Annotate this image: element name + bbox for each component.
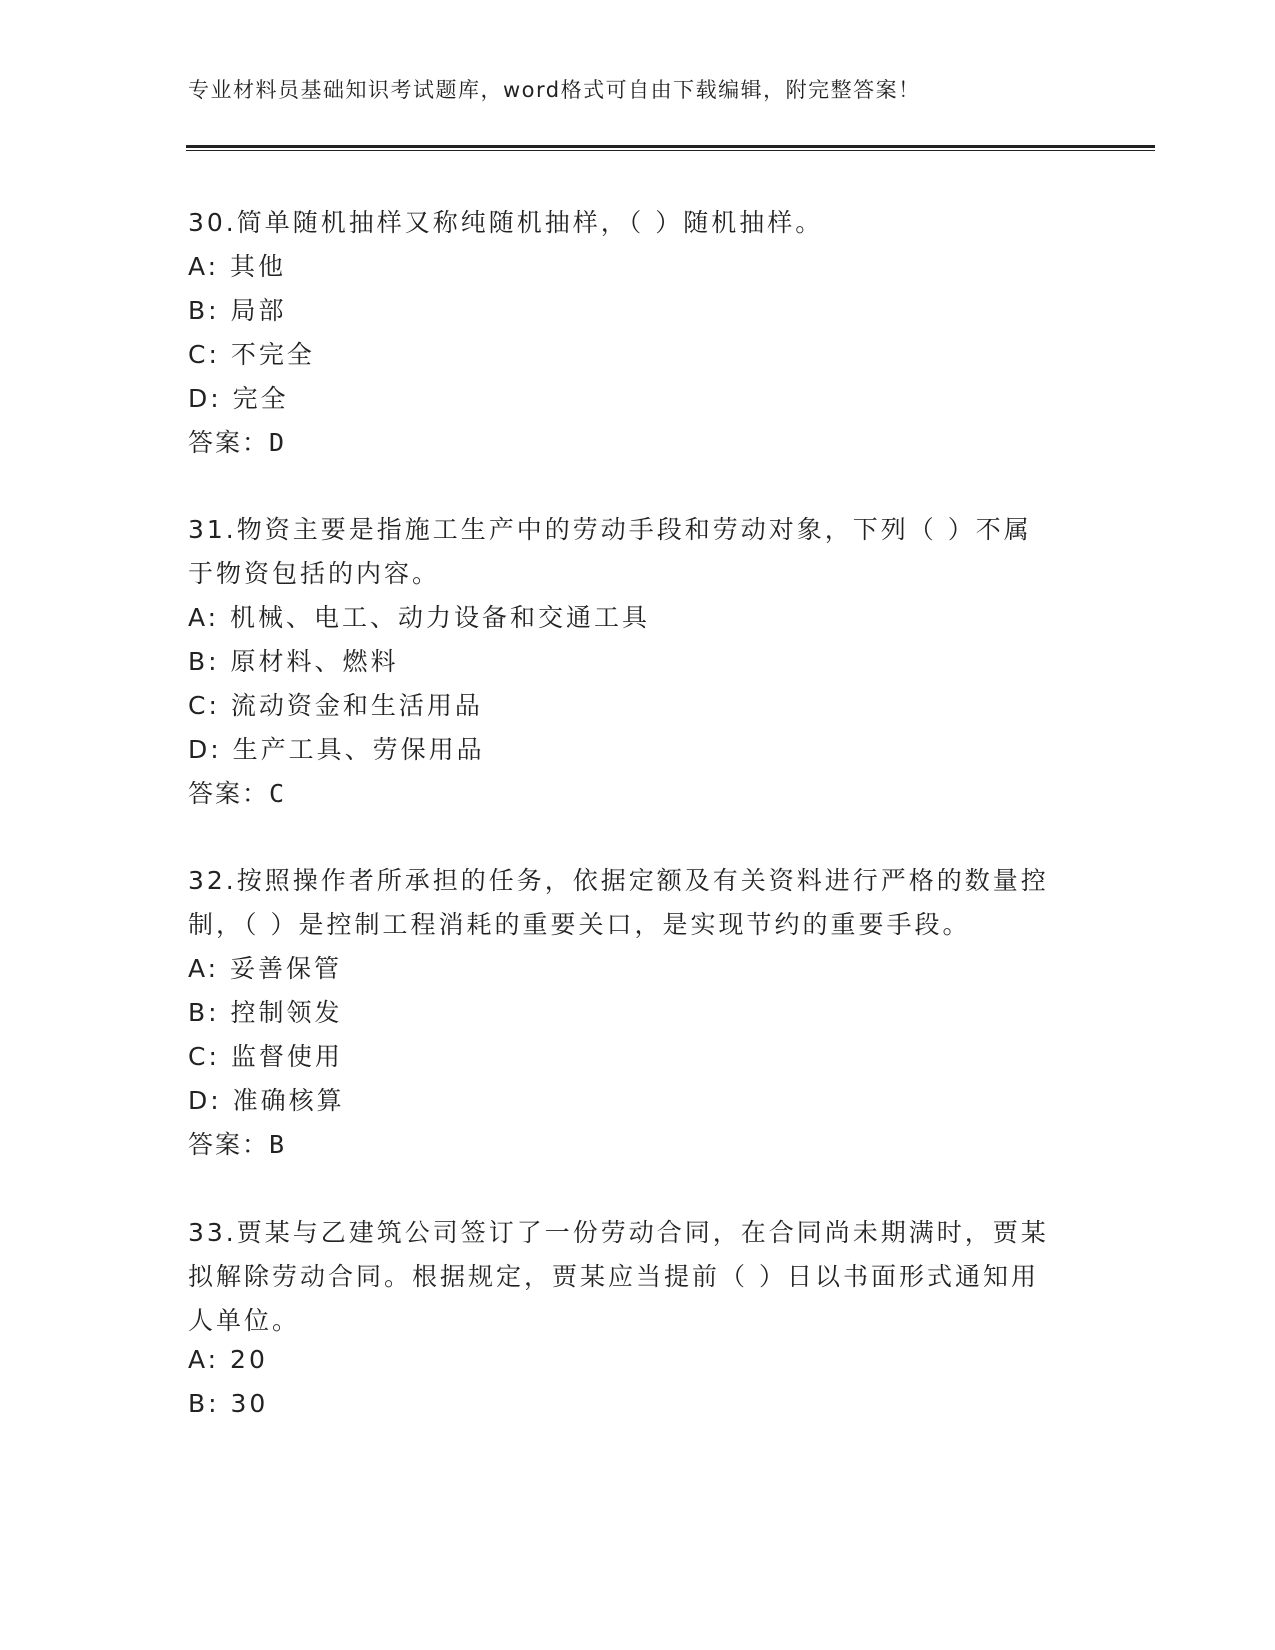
question-31-option-c: C: 流动资金和生活用品	[188, 691, 483, 720]
answer-value: D	[269, 428, 285, 457]
question-30-stem: 30.简单随机抽样又称纯随机抽样，（ ）随机抽样。	[188, 208, 824, 237]
question-31-stem-line-2: 于物资包括的内容。	[188, 559, 441, 588]
answer-label: 答案：	[188, 779, 270, 808]
question-32-option-d: D: 准确核算	[188, 1086, 345, 1115]
question-33-stem-line-2: 拟解除劳动合同。根据规定，贾某应当提前（ ）日以书面形式通知用	[188, 1262, 1039, 1291]
question-30-option-c: C: 不完全	[188, 340, 315, 369]
question-30-option-b: B: 局部	[188, 296, 287, 325]
question-31-stem-line-1: 31.物资主要是指施工生产中的劳动手段和劳动对象，下列（ ）不属	[188, 515, 1032, 544]
header-rule-thick	[186, 145, 1155, 148]
question-31-option-b: B: 原材料、燃料	[188, 647, 399, 676]
header-text: 专业材料员基础知识考试题库，word格式可自由下载编辑，附完整答案！	[188, 78, 921, 102]
answer-label: 答案：	[188, 1130, 270, 1159]
question-33-stem-line-3: 人单位。	[188, 1306, 301, 1335]
question-31-answer	[188, 774, 284, 810]
question-33-option-a: A: 20	[188, 1345, 268, 1374]
question-33-stem-line-1: 33.贾某与乙建筑公司签订了一份劳动合同，在合同尚未期满时，贾某	[188, 1218, 1049, 1247]
question-32-stem-line-2: 制，（ ）是控制工程消耗的重要关口，是实现节约的重要手段。	[188, 910, 971, 939]
question-32-option-a: A: 妥善保管	[188, 954, 343, 983]
answer-value: B	[269, 1130, 285, 1159]
header-rule-thin	[186, 150, 1155, 151]
question-30-answer	[188, 423, 284, 459]
question-32-option-b: B: 控制领发	[188, 998, 343, 1027]
question-31-option-a: A: 机械、电工、动力设备和交通工具	[188, 603, 651, 632]
answer-label: 答案：	[188, 428, 270, 457]
question-30-option-d: D: 完全	[188, 384, 289, 413]
question-33-option-b: B: 30	[188, 1389, 269, 1418]
question-32-answer	[188, 1125, 284, 1161]
question-32-stem-line-1: 32.按照操作者所承担的任务，依据定额及有关资料进行严格的数量控	[188, 866, 1049, 895]
question-32-option-c: C: 监督使用	[188, 1042, 343, 1071]
answer-value: C	[269, 779, 285, 808]
question-30-option-a: A: 其他	[188, 252, 287, 281]
question-31-option-d: D: 生产工具、劳保用品	[188, 735, 485, 764]
